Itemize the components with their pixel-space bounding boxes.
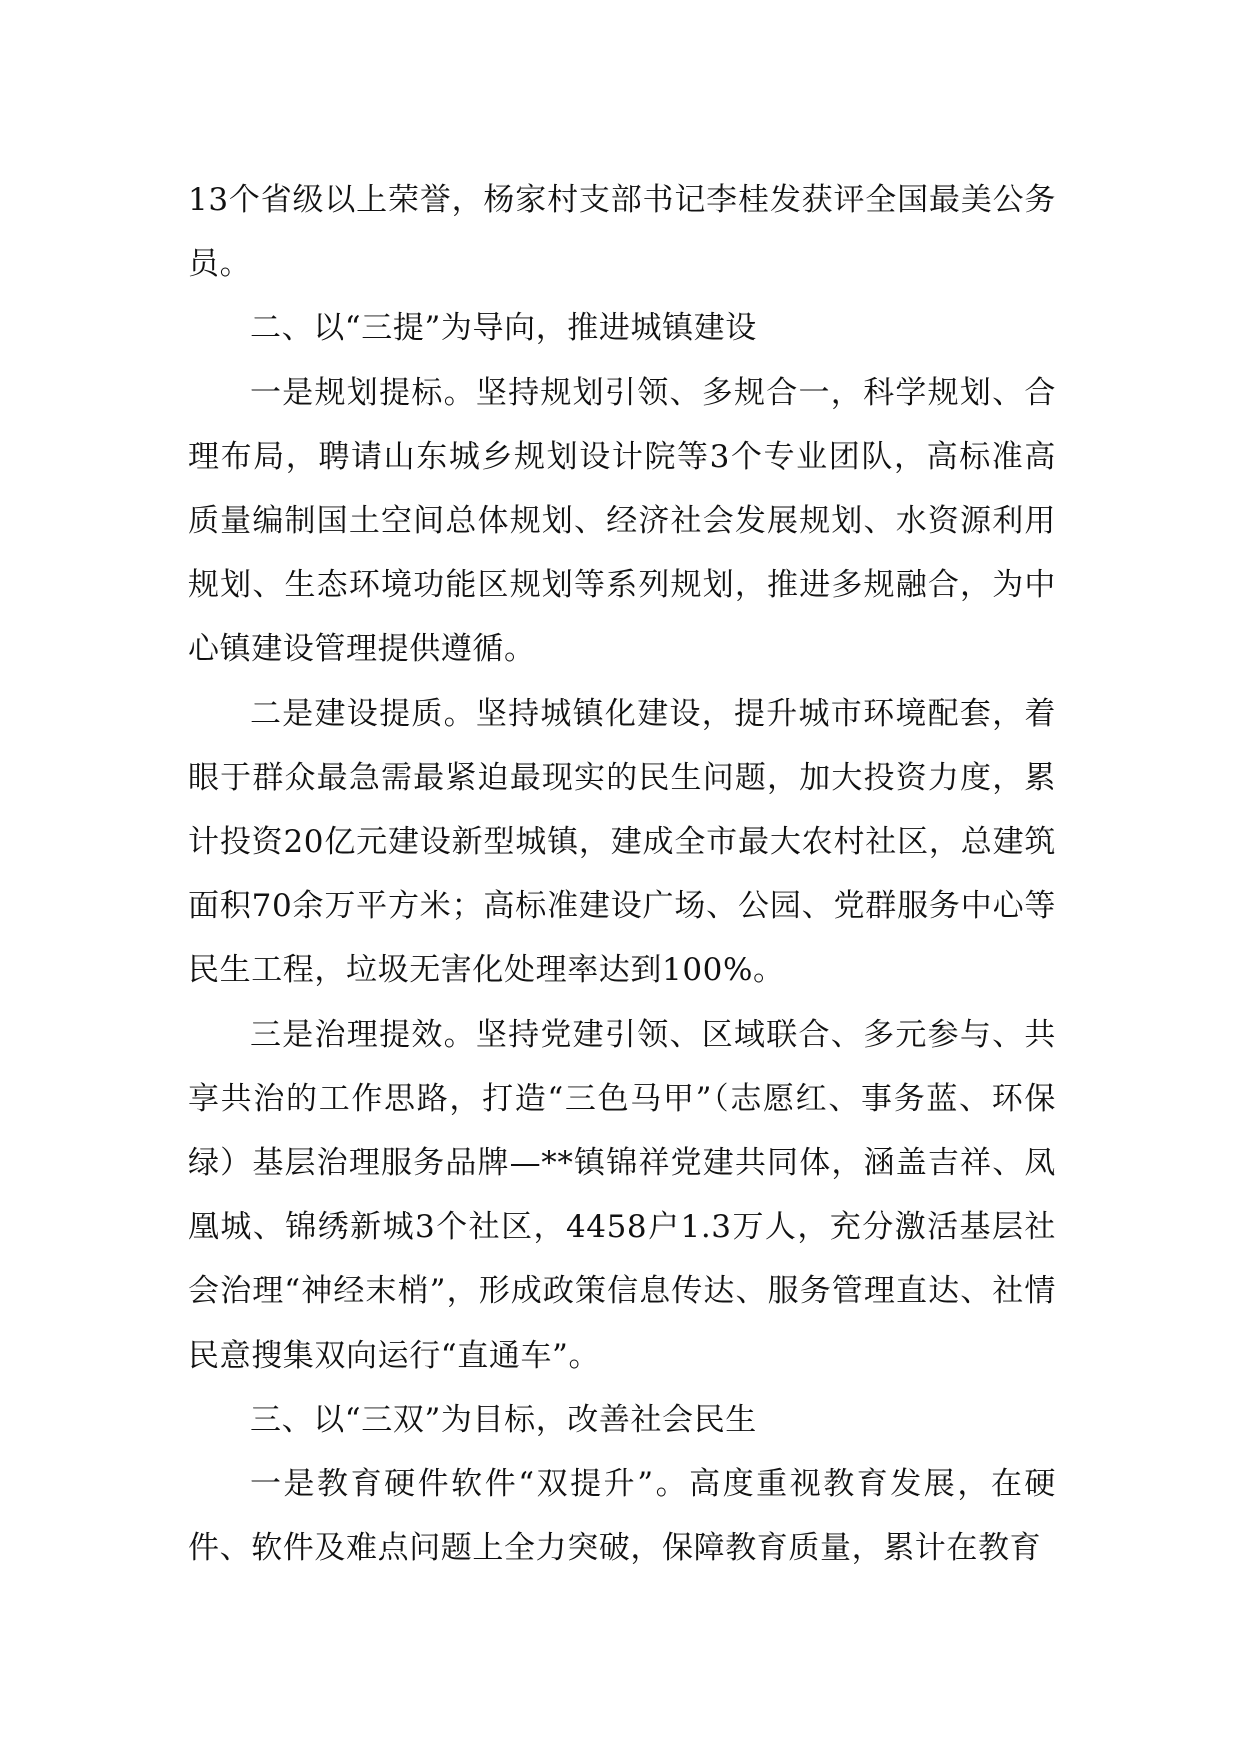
section-heading-town-construction: 二、以“三提”为导向，推进城镇建设: [250, 310, 757, 347]
paragraph-governance: 三是治理提效。坚持党建引领、区域联合、多元参与、共享共治的工作思路，打造“三色马甲”（志愿红、事务蓝、环保绿）基层治理服务品牌—**镇锦祥党建共同体，涵盖吉祥、凤凰城、锦绣新城3个社区，4458户1.3万人，充分激活基层社会治理“神经末梢”，形成政策信息传达、服务管理直达、社情民意搜集双向运行“直通车”。: [188, 1016, 1056, 1374]
paragraph-honors-continuation: 13个省级以上荣誉，杨家村支部书记李桂发获评全国最美公务员。: [188, 182, 1056, 283]
document-body: [188, 168, 1056, 1580]
paragraph-education: 一是教育硬件软件“双提升”。高度重视教育发展，在硬件、软件及难点问题上全力突破，保障教育质量，累计在教育: [188, 1466, 1056, 1567]
paragraph-planning: 一是规划提标。坚持规划引领、多规合一，科学规划、合理布局，聘请山东城乡规划设计院等3个专业团队，高标准高质量编制国土空间总体规划、经济社会发展规划、水资源利用规划、生态环境功能区规划等系列规划，推进多规融合，为中心镇建设管理提供遵循。: [188, 374, 1056, 668]
paragraph-construction-quality: 二是建设提质。坚持城镇化建设，提升城市环境配套，着眼于群众最急需最紧迫最现实的民生问题，加大投资力度，累计投资20亿元建设新型城镇，建成全市最大农村社区，总建筑面积70余万平方米；高标准建设广场、公园、党群服务中心等民生工程，垃圾无害化处理率达到100%。: [188, 695, 1056, 989]
section-heading-social-livelihood: 三、以“三双”为目标，改善社会民生: [250, 1401, 757, 1438]
